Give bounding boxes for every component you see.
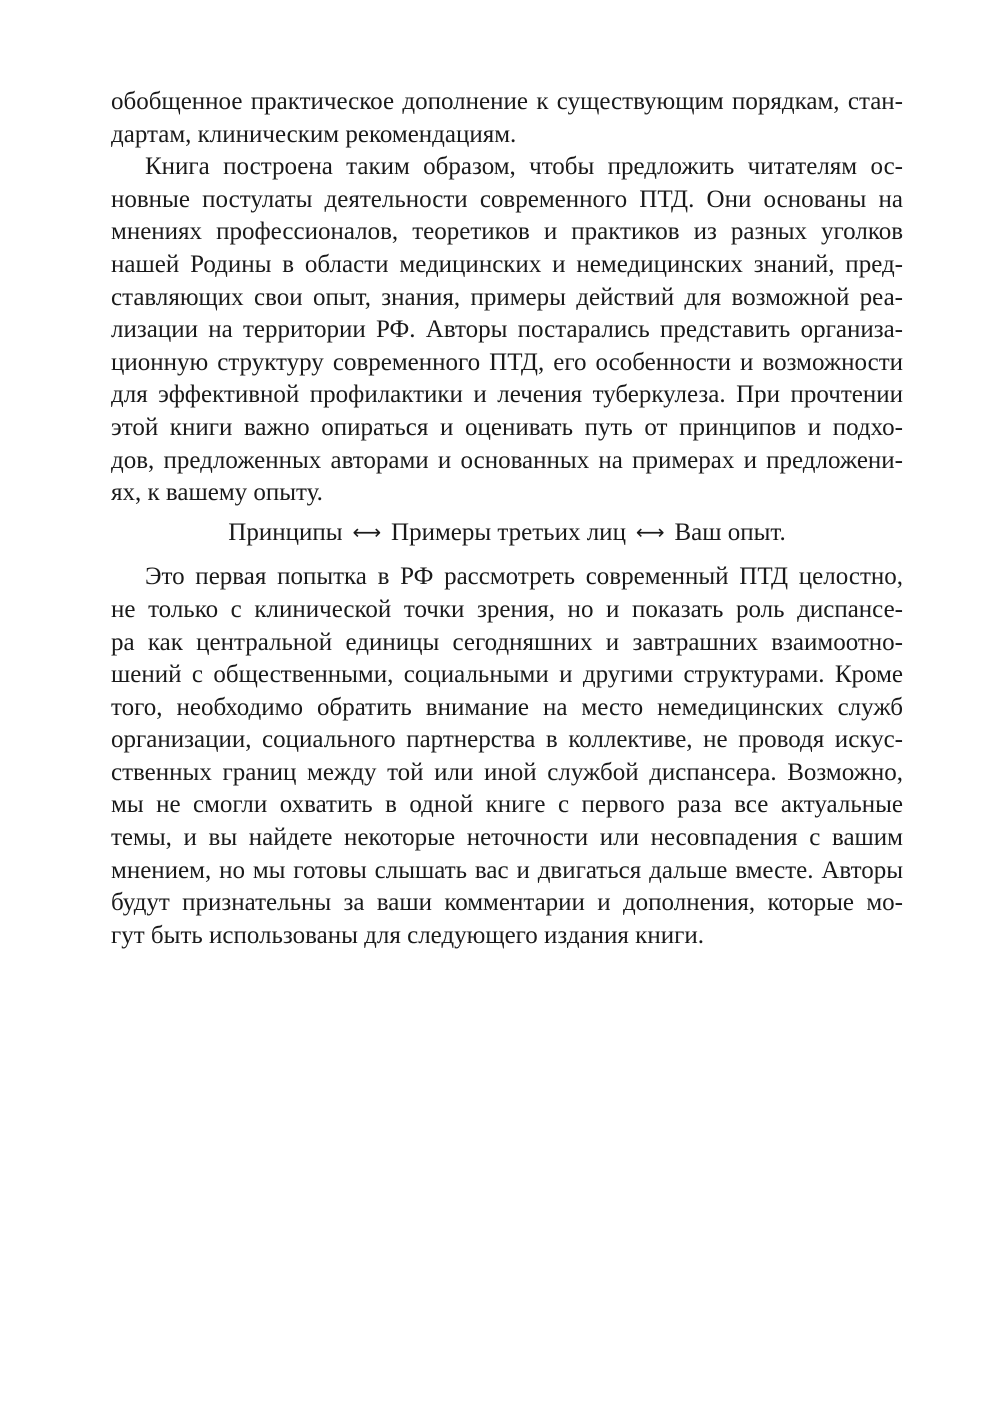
- text-line: ционную структуру современного ПТД, его особенности и возможности: [111, 348, 903, 376]
- text-line: гут быть использованы для следующего издания книги.: [111, 921, 704, 949]
- double-arrow-icon: ⟷: [352, 519, 382, 544]
- text-line: этой книги важно опираться и оценивать путь от принципов и подхо-: [111, 413, 903, 441]
- text-line: мы не смогли охватить в одной книге с первого раза все актуальные: [111, 791, 903, 819]
- formula-principles: Принципы: [228, 518, 343, 546]
- document-page: [111, 86, 903, 952]
- paragraph-continuation: [111, 86, 903, 151]
- text-line: Книга построена таким образом, чтобы предложить читателям ос-: [145, 153, 903, 181]
- text-line: шений с общественными, социальными и другими структурами. Кроме: [111, 661, 903, 689]
- double-arrow-icon: ⟷: [635, 519, 665, 544]
- text-line: ра как центральной единицы сегодняшних и завтрашних взаимоотно-: [111, 628, 903, 656]
- text-line: организации, социального партнерства в коллективе, не проводя искус-: [111, 726, 903, 754]
- text-line: того, необходимо обратить внимание на место немедицинских служб: [111, 693, 903, 721]
- text-line: новные постулаты деятельности современного ПТД. Они основаны на: [111, 185, 903, 213]
- principles-formula: [111, 516, 903, 549]
- text-line: темы, и вы найдете некоторые неточности или несовпадения с вашим: [111, 824, 903, 852]
- text-line: ственных границ между той или иной службой диспансера. Возможно,: [111, 758, 903, 786]
- text-line: для эффективной профилактики и лечения туберкулеза. При прочтении: [111, 381, 903, 409]
- paragraph-book-structure: [111, 151, 903, 510]
- text-line: мнениях профессионалов, теоретиков и практиков из разных уголков: [111, 218, 903, 246]
- text-line: дартам, клиническим рекомендациям.: [111, 120, 517, 148]
- text-line: Это первая попытка в РФ рассмотреть современный ПТД целостно,: [145, 563, 903, 591]
- text-line: будут признательны за ваши комментарии и дополнения, которые мо-: [111, 889, 903, 917]
- text-line: мнением, но мы готовы слышать вас и двигаться дальше вместе. Авторы: [111, 856, 903, 884]
- text-line: ях, к вашему опыту.: [111, 479, 323, 507]
- text-line: дов, предложенных авторами и основанных на примерах и предложени-: [111, 446, 903, 474]
- formula-third-party-examples: Примеры третьих лиц: [391, 518, 626, 546]
- text-line: обобщенное практическое дополнение к существующим порядкам, стан-: [111, 88, 903, 115]
- paragraph-first-attempt: [111, 561, 903, 952]
- text-line: лизации на территории РФ. Авторы постарались представить организа-: [111, 316, 903, 344]
- text-line: нашей Родины в области медицинских и немедицинских знаний, пред-: [111, 250, 903, 278]
- text-line: ставляющих свои опыт, знания, примеры действий для возможной реа-: [111, 283, 903, 311]
- formula-your-experience: Ваш опыт.: [674, 518, 786, 546]
- text-line: не только с клинической точки зрения, но и показать роль диспансе-: [111, 595, 903, 623]
